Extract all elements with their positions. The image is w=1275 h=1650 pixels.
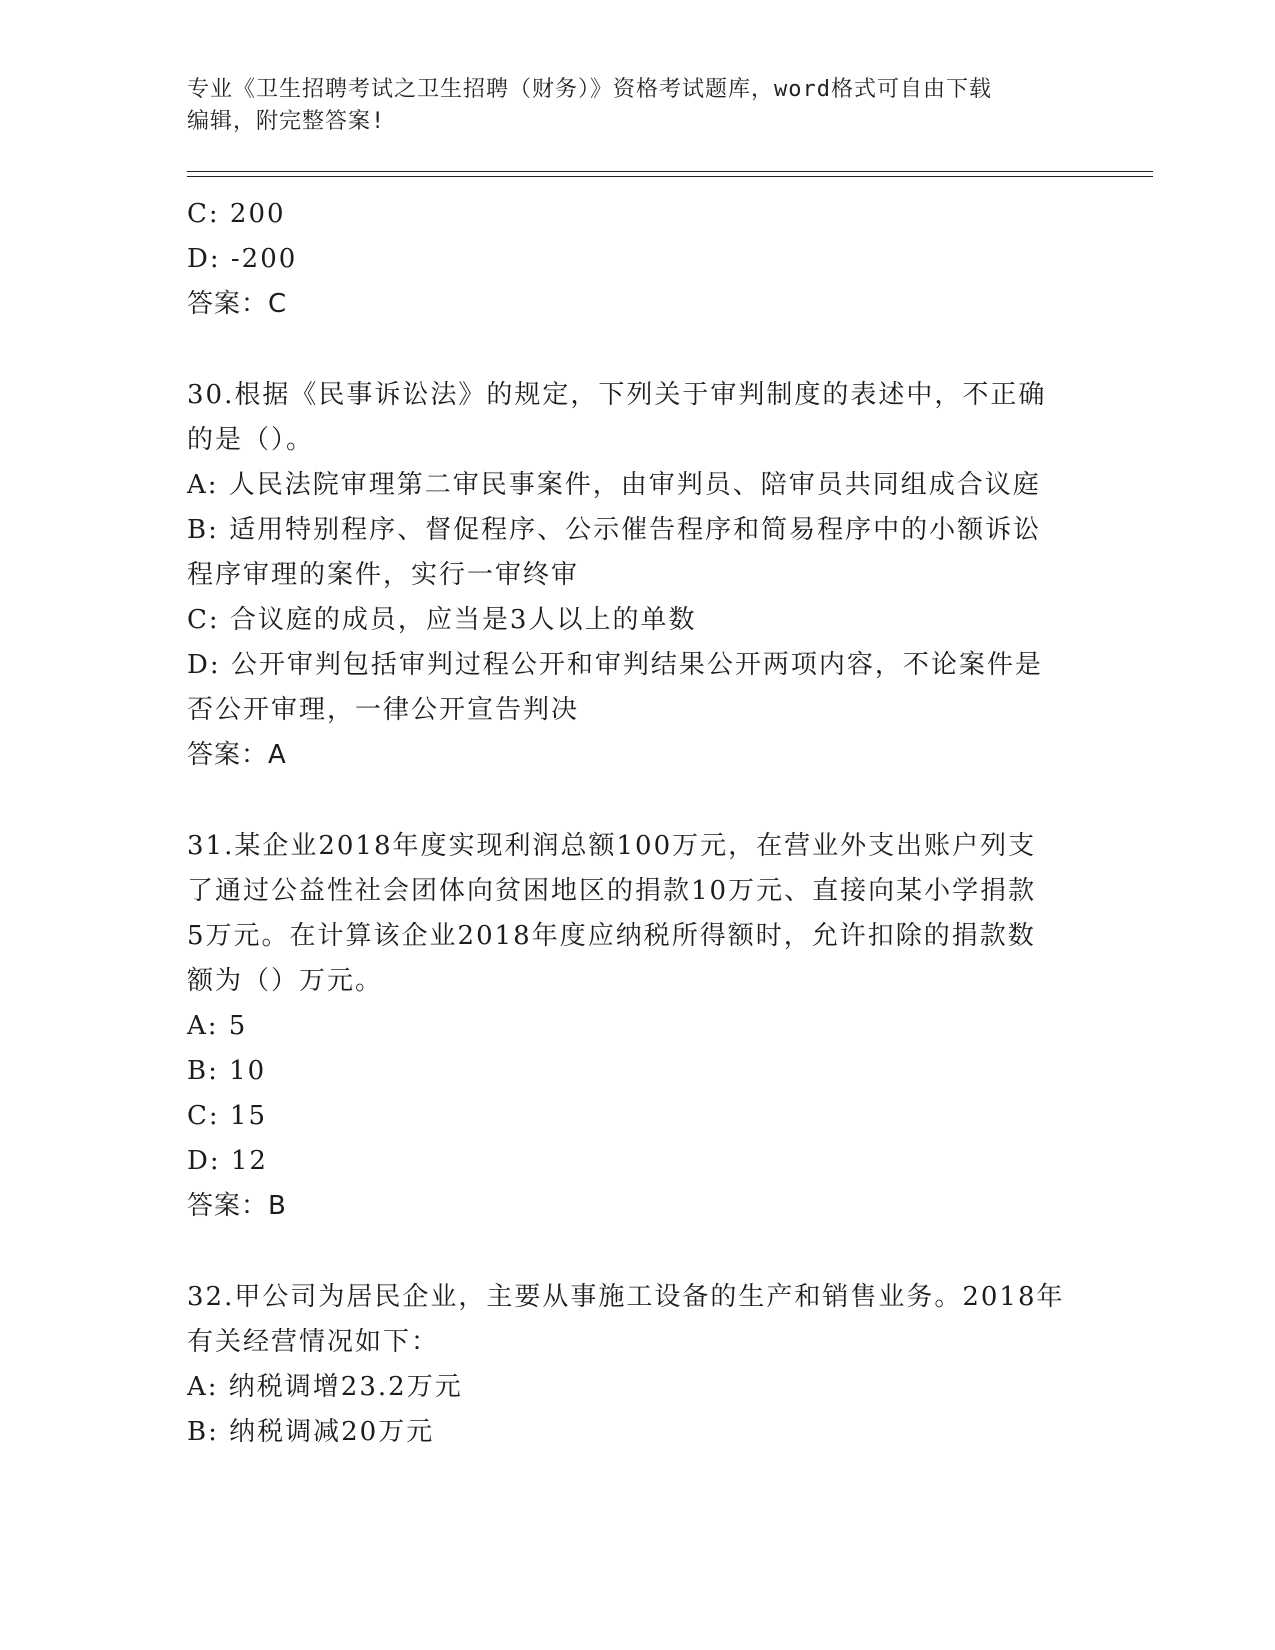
header-divider-bottom [187,176,1153,177]
question-32 [187,1275,1077,1455]
option-b: B: 适用特别程序、督促程序、公示催告程序和简易程序中的小额诉讼 [187,515,1042,545]
question-stem: 额为（）万元。 [187,966,384,996]
option-b: B: 10 [187,1056,267,1086]
option-b: B: 纳税调减20万元 [187,1417,435,1447]
question-stem: 5万元。在计算该企业2018年度应纳税所得额时，允许扣除的捐款数 [187,921,1036,951]
option-c: C: 合议庭的成员，应当是3人以上的单数 [187,605,697,635]
question-stem: 30.根据《民事诉讼法》的规定，下列关于审判制度的表述中，不正确 [187,380,1047,410]
header-line-2: 编辑，附完整答案! [187,109,386,134]
question-stem: 有关经营情况如下： [187,1327,440,1357]
question-29-tail [187,192,1077,327]
question-30 [187,373,1077,778]
question-content [187,192,1077,1455]
option-d: D: 公开审判包括审判过程公开和审判结果公开两项内容，不论案件是 [187,650,1043,680]
option-d: D: 12 [187,1146,268,1176]
option-c: C: 15 [187,1101,268,1131]
question-stem: 的是（）。 [187,425,315,455]
answer-line: 答案：A [187,740,287,770]
spacer [187,778,1077,824]
option-b-continued: 程序审理的案件，实行一审终审 [187,560,580,590]
question-31 [187,824,1077,1229]
document-header [187,74,1087,138]
option-c: C: 200 [187,199,286,229]
question-stem: 32.甲公司为居民企业，主要从事施工设备的生产和销售业务。2018年 [187,1282,1065,1312]
option-d-continued: 否公开审理，一律公开宣告判决 [187,695,580,725]
question-stem: 了通过公益性社会团体向贫困地区的捐款10万元、直接向某小学捐款 [187,876,1037,906]
spacer [187,1229,1077,1275]
spacer [187,327,1077,373]
header-divider-top [187,171,1153,172]
answer-line: 答案：B [187,1191,287,1221]
question-stem: 31.某企业2018年度实现利润总额100万元，在营业外支出账户列支 [187,831,1037,861]
option-a: A: 5 [187,1011,248,1041]
header-line-1: 专业《卫生招聘考试之卫生招聘（财务）》资格考试题库，word格式可自由下载 [187,77,992,102]
answer-line: 答案：C [187,289,288,319]
option-d: D: -200 [187,244,298,274]
option-a: A: 纳税调增23.2万元 [187,1372,463,1402]
option-a: A: 人民法院审理第二审民事案件，由审判员、陪审员共同组成合议庭 [187,470,1041,500]
